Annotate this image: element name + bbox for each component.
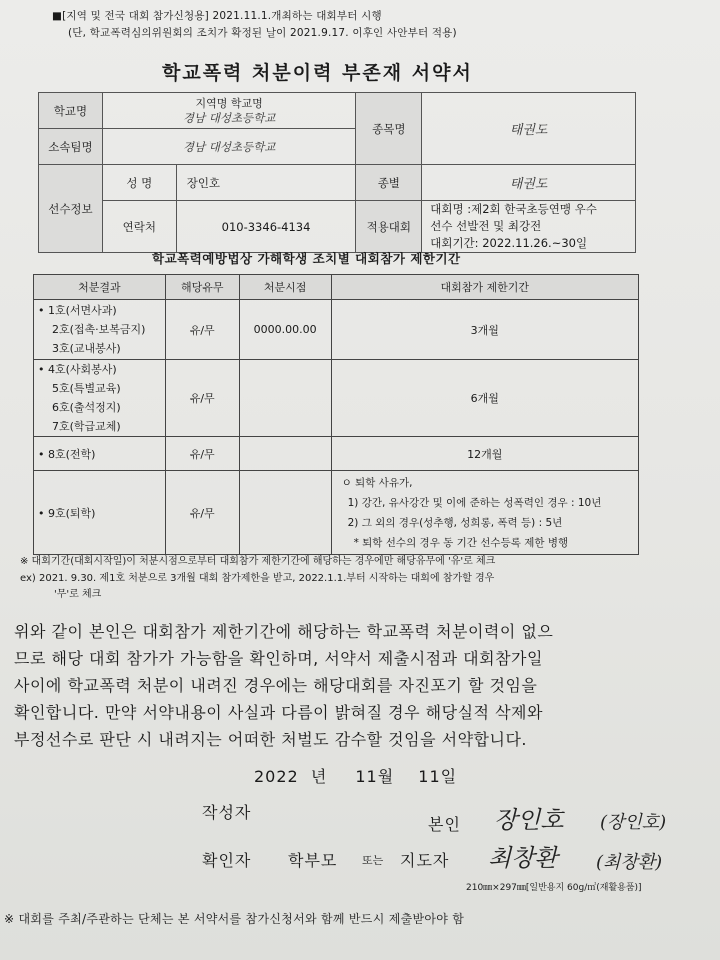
coach-label: 지도자 xyxy=(400,851,450,870)
header-date: 처분시점 xyxy=(239,275,331,300)
name-label: 성 명 xyxy=(102,165,176,201)
date-month: 11월 xyxy=(355,767,395,786)
expulsion-case-2: 2) 그 외의 경우(성추행, 성희롱, 폭력 등) : 5년 xyxy=(347,516,563,529)
expulsion-case-1: 1) 강간, 유사강간 및 이에 준하는 성폭력인 경우 : 10년 xyxy=(347,496,602,509)
document-title: 학교폭력 처분이력 부존재 서약서 xyxy=(162,62,473,84)
event-value: 태권도 xyxy=(422,93,636,165)
coach-signature: 최창환 xyxy=(488,844,558,872)
team-value: 경남 대성초등학교 xyxy=(102,129,356,165)
category-label: 종별 xyxy=(356,165,422,201)
applicant-info-table xyxy=(38,92,636,253)
athlete-info-label: 선수정보 xyxy=(39,165,103,253)
restriction-period: 6개월 xyxy=(331,360,638,437)
header-result: 처분결과 xyxy=(34,275,166,300)
pledge-paragraph xyxy=(14,618,553,753)
competition-name-line-2: 선수 선발전 및 최강전 xyxy=(430,219,542,233)
pledge-line: 확인합니다. 만약 서약내용이 사실과 다름이 밝혀질 경우 해당실적 삭제와 xyxy=(14,703,543,722)
school-label: 학교명 xyxy=(39,93,103,129)
school-header: 지역명 학교명 xyxy=(195,96,263,110)
author-label: 작성자 xyxy=(202,803,252,822)
notice-line-1: ■[지역 및 전국 대회 참가신청용] 2021.11.1.개최하는 대회부터 시행 xyxy=(52,10,382,22)
pledge-line: 므로 해당 대회 참가가 가능함을 확인하며, 서약서 제출시점과 대회참가일 xyxy=(14,649,543,668)
measure-8: • 8호(전학) xyxy=(34,437,166,471)
measure-9: • 9호(퇴학) xyxy=(34,471,166,555)
pledge-line: 부정선수로 판단 시 내려지는 어떠한 처벌도 감수할 것임을 서약합니다. xyxy=(14,730,527,749)
disposition-date xyxy=(239,437,331,471)
footnote-line-2: ex) 2021. 9.30. 제1호 처분으로 3개월 대회 참가제한을 받고, 2022.1.1.부터 시작하는 대회에 참가할 경우 xyxy=(20,573,495,584)
footnote-line-1: ※ 대회기간(대회시작일)이 처분시점으로부터 대회참가 제한기간에 해당하는 경우에만 해당유무에 '유'로 체크 xyxy=(20,556,496,567)
applicable-checkbox: 유/무 xyxy=(165,300,239,360)
applicable-checkbox: 유/무 xyxy=(165,471,239,555)
restriction-table xyxy=(33,274,639,555)
restriction-subtitle: 학교폭력예방법상 가해학생 조치별 대회참가 제한기간 xyxy=(152,251,461,266)
expulsion-header: ㅇ 퇴학 사유가, xyxy=(341,476,413,489)
disposition-date xyxy=(239,471,331,555)
category-value: 태권도 xyxy=(422,165,636,201)
or-label: 또는 xyxy=(362,854,384,867)
date-year-unit: 년 xyxy=(310,767,328,786)
date-year: 2022 xyxy=(254,767,299,786)
pledge-line: 위와 같이 본인은 대회참가 제한기간에 해당하는 학교폭력 처분이력이 없으 xyxy=(14,622,554,641)
competition-label: 적용대회 xyxy=(356,201,422,253)
measure-1: • 1호(서면사과) xyxy=(38,304,117,317)
disposition-date: 0000.00.00 xyxy=(239,300,331,360)
applicable-checkbox: 유/무 xyxy=(165,437,239,471)
name-value: 장인호 xyxy=(176,165,356,201)
self-signature: 장인호 xyxy=(494,806,564,834)
self-seal: (장인호) xyxy=(600,812,667,833)
header-period: 대회참가 제한기간 xyxy=(331,275,638,300)
expulsion-note: * 퇴학 선수의 경우 동 기간 선수등록 제한 병행 xyxy=(353,536,569,549)
applicable-checkbox: 유/무 xyxy=(165,360,239,437)
confirmer-label: 확인자 xyxy=(202,851,252,870)
disposition-date xyxy=(239,360,331,437)
measure-6: 6호(출석정지) xyxy=(52,401,121,414)
school-value: 경남 대성초등학교 xyxy=(182,110,276,125)
measure-7: 7호(학급교체) xyxy=(52,420,121,433)
submission-note: ※ 대회를 주최/주관하는 단체는 본 서약서를 참가신청서와 함께 반드시 제출받아야 함 xyxy=(4,912,465,926)
measure-5: 5호(특별교육) xyxy=(52,382,121,395)
team-label: 소속팀명 xyxy=(39,129,103,165)
paper-spec: 210㎜×297㎜[일반용지 60g/㎡(재활용품)] xyxy=(466,883,642,893)
measure-2: 2호(접촉·보복금지) xyxy=(52,323,146,336)
header-applicable: 해당유무 xyxy=(165,275,239,300)
restriction-period: 3개월 xyxy=(331,300,638,360)
contact-value: 010-3346-4134 xyxy=(176,201,356,253)
date-day: 11일 xyxy=(418,767,458,786)
contact-label: 연락처 xyxy=(102,201,176,253)
measure-4: • 4호(사회봉사) xyxy=(38,363,117,376)
measure-3: 3호(교내봉사) xyxy=(52,342,121,355)
competition-name-line-1: 대회명 :제2회 한국초등연맹 우수 xyxy=(430,202,597,216)
competition-period: 대회기간: 2022.11.26.~30일 xyxy=(430,236,588,250)
self-label: 본인 xyxy=(428,815,461,834)
restriction-period: 12개월 xyxy=(331,437,638,471)
event-label: 종목명 xyxy=(356,93,422,165)
notice-line-2: (단, 학교폭력심의위원회의 조치가 확정된 날이 2021.9.17. 이후인 사안부터 적용) xyxy=(68,27,457,39)
pledge-line: 사이에 학교폭력 처분이 내려진 경우에는 해당대회를 자진포기 할 것임을 xyxy=(14,676,538,695)
parent-label: 학부모 xyxy=(288,851,338,870)
coach-seal: (최창환) xyxy=(596,852,663,873)
date-line xyxy=(254,764,457,787)
footnote-line-3: '무'로 체크 xyxy=(54,589,102,600)
